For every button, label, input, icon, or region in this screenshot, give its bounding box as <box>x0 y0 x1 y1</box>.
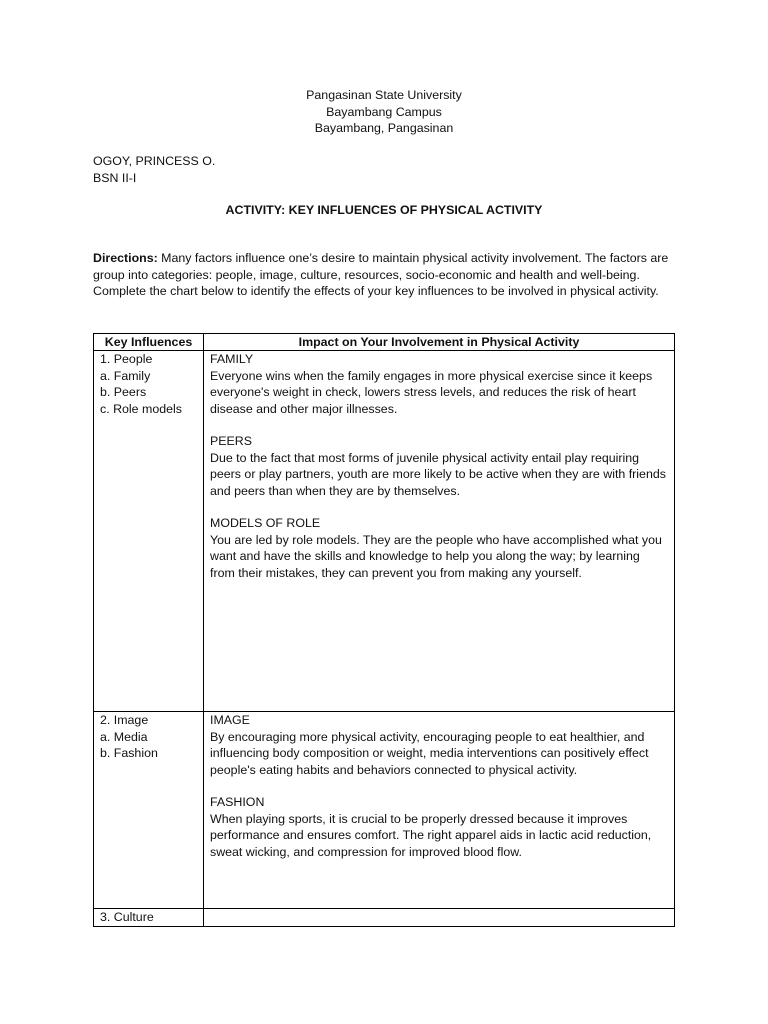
influence-item: 3. Culture <box>100 910 154 925</box>
impact-heading-fashion: FASHION <box>210 795 265 810</box>
impact-heading-peers: PEERS <box>210 434 253 449</box>
influences-cell-image <box>94 712 204 909</box>
chart-header-row <box>94 334 675 351</box>
impact-text-family: Everyone wins when the family engages in more physical exercise since it keeps everyone's weight in check, lowers stress levels, and reduces the risk of heart disease and other major illnesses. <box>210 368 653 416</box>
influence-item: c. Role models <box>100 401 182 416</box>
directions-paragraph <box>93 250 677 300</box>
impact-cell-people <box>204 351 675 712</box>
impact-heading-image: IMAGE <box>210 713 250 728</box>
student-info <box>93 153 215 186</box>
impact-heading-family: FAMILY <box>210 352 254 367</box>
influences-cell-people <box>94 351 204 712</box>
influences-cell-culture <box>94 909 204 926</box>
directions-text: Many factors influence one’s desire to maintain physical activity involvement. The factors are group into categories: people, image, culture, resources, socio-economic and health and well-being. Complete the chart below to identify the effects of your key influences to be involved in physical activity. <box>93 251 669 299</box>
influence-item: b. Fashion <box>100 746 158 761</box>
student-name: OGOY, PRINCESS O. <box>93 154 216 168</box>
impact-text-image: By encouraging more physical activity, encouraging people to eat healthier, and influencing body composition or weight, media interventions can positively effect people's eating habits and behaviors connected to physical activity. <box>210 729 649 777</box>
key-influences-chart <box>93 333 675 927</box>
activity-title: ACTIVITY: KEY INFLUENCES OF PHYSICAL ACTIVITY <box>225 203 543 217</box>
influence-item: b. Peers <box>100 385 147 400</box>
directions-label: Directions: <box>93 251 158 265</box>
influence-item: 1. People <box>100 352 153 367</box>
impact-cell-culture <box>204 909 675 926</box>
university-name: Pangasinan State University <box>306 88 462 102</box>
header-impact: Impact on Your Involvement in Physical Activity <box>204 334 675 351</box>
impact-text-peers: Due to the fact that most forms of juvenile physical activity entail play requiring peers or play partners, youth are more likely to be active when they are with friends and peers than when they are by themselves. <box>210 450 666 498</box>
document-header <box>0 87 768 137</box>
influence-item: a. Media <box>100 729 148 744</box>
impact-text-role-models: You are led by role models. They are the people who have accomplished what you want and have the skills and knowledge to help you along the way; by learning from their mistakes, they can prevent you from making any yourself. <box>210 532 662 580</box>
header-key-influences: Key Influences <box>94 334 204 351</box>
chart-row-image <box>94 712 675 909</box>
chart-row-people <box>94 351 675 712</box>
impact-text-fashion: When playing sports, it is crucial to be properly dressed because it improves performance and ensures comfort. The right apparel aids in lactic acid reduction, sweat wicking, and compression for improved blood flow. <box>210 811 652 859</box>
campus-name: Bayambang Campus <box>326 104 442 119</box>
impact-heading-role-models: MODELS OF ROLE <box>210 516 321 531</box>
impact-cell-image <box>204 712 675 909</box>
student-section: BSN II-I <box>93 170 137 185</box>
influence-item: 2. Image <box>100 713 149 728</box>
campus-location: Bayambang, Pangasinan <box>314 121 454 136</box>
influence-item: a. Family <box>100 368 151 383</box>
chart-row-culture <box>94 909 675 926</box>
